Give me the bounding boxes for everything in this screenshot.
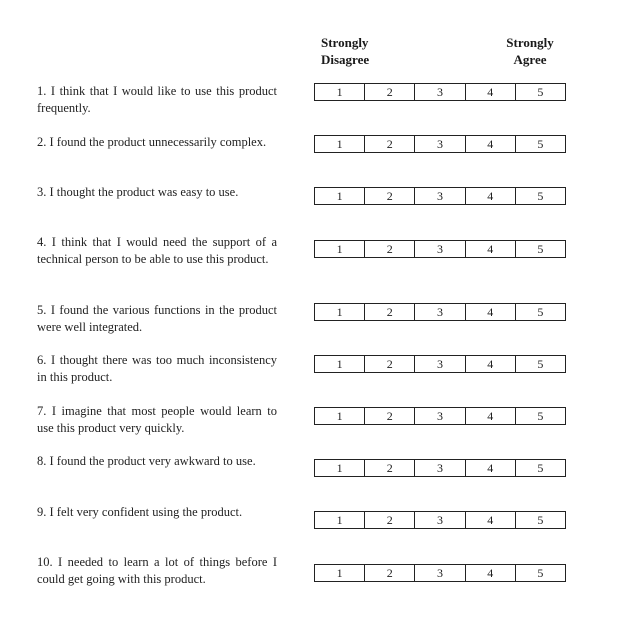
q8-option-2[interactable]: 2 — [364, 460, 414, 476]
q8-option-5[interactable]: 5 — [515, 460, 565, 476]
q5-option-1[interactable]: 1 — [336, 305, 343, 319]
question-6-text: 6. I thought there was too much inconsistency in this product. — [37, 353, 277, 384]
question-7-scale — [314, 407, 566, 425]
question-3-scale — [314, 187, 566, 205]
q3-option-3[interactable]: 3 — [414, 188, 464, 204]
strongly-disagree-header — [321, 34, 391, 68]
header-left-line2: Disagree — [321, 52, 370, 67]
q4-option-5[interactable]: 5 — [515, 241, 565, 257]
header-right-line1: Strongly — [506, 35, 554, 50]
q1-option-4[interactable]: 4 — [465, 84, 515, 100]
q10-option-2[interactable]: 2 — [364, 565, 414, 581]
question-2-text: 2. I found the product unnecessarily complex. — [37, 135, 267, 149]
q9-option-4[interactable]: 4 — [465, 512, 515, 528]
q4-option-1[interactable]: 1 — [336, 242, 343, 256]
q5-option-2[interactable]: 2 — [364, 304, 414, 320]
question-9-text: 9. I felt very confident using the product. — [37, 505, 243, 519]
q10-option-3[interactable]: 3 — [414, 565, 464, 581]
q2-option-5[interactable]: 5 — [515, 136, 565, 152]
header-left-line1: Strongly — [321, 35, 369, 50]
question-10-scale — [314, 564, 566, 582]
question-8-scale — [314, 459, 566, 477]
question-1-text: 1. I think that I would like to use this product frequently. — [37, 84, 277, 115]
q6-option-4[interactable]: 4 — [465, 356, 515, 372]
q5-option-4[interactable]: 4 — [465, 304, 515, 320]
q7-option-5[interactable]: 5 — [515, 408, 565, 424]
q9-option-5[interactable]: 5 — [515, 512, 565, 528]
q5-option-3[interactable]: 3 — [414, 304, 464, 320]
strongly-agree-header — [490, 34, 570, 68]
q2-option-1[interactable]: 1 — [336, 137, 343, 151]
q6-option-5[interactable]: 5 — [515, 356, 565, 372]
q2-option-2[interactable]: 2 — [364, 136, 414, 152]
question-4-scale — [314, 240, 566, 258]
question-9-scale — [314, 511, 566, 529]
q7-option-4[interactable]: 4 — [465, 408, 515, 424]
q8-option-1[interactable]: 1 — [336, 461, 343, 475]
q9-option-3[interactable]: 3 — [414, 512, 464, 528]
q1-option-1[interactable]: 1 — [336, 85, 343, 99]
q10-option-1[interactable]: 1 — [336, 566, 343, 580]
q9-option-1[interactable]: 1 — [336, 513, 343, 527]
q7-option-3[interactable]: 3 — [414, 408, 464, 424]
question-1-scale — [314, 83, 566, 101]
header-right-line2: Agree — [513, 52, 547, 67]
q3-option-2[interactable]: 2 — [364, 188, 414, 204]
q1-option-5[interactable]: 5 — [515, 84, 565, 100]
question-7-text: 7. I imagine that most people would learn to use this product very quickly. — [37, 404, 277, 435]
question-8-text: 8. I found the product very awkward to use. — [37, 454, 256, 468]
q1-option-2[interactable]: 2 — [364, 84, 414, 100]
question-5-text: 5. I found the various functions in the product were well integrated. — [37, 303, 277, 334]
q7-option-2[interactable]: 2 — [364, 408, 414, 424]
question-3-text: 3. I thought the product was easy to use. — [37, 185, 239, 199]
q3-option-5[interactable]: 5 — [515, 188, 565, 204]
q2-option-3[interactable]: 3 — [414, 136, 464, 152]
question-4-text: 4. I think that I would need the support of a technical person to be able to use this product. — [37, 235, 277, 266]
q5-option-5[interactable]: 5 — [515, 304, 565, 320]
question-6-scale — [314, 355, 566, 373]
q10-option-4[interactable]: 4 — [465, 565, 515, 581]
q10-option-5[interactable]: 5 — [515, 565, 565, 581]
question-5-scale — [314, 303, 566, 321]
q6-option-2[interactable]: 2 — [364, 356, 414, 372]
q3-option-1[interactable]: 1 — [336, 189, 343, 203]
q4-option-2[interactable]: 2 — [364, 241, 414, 257]
q3-option-4[interactable]: 4 — [465, 188, 515, 204]
q8-option-4[interactable]: 4 — [465, 460, 515, 476]
q2-option-4[interactable]: 4 — [465, 136, 515, 152]
q1-option-3[interactable]: 3 — [414, 84, 464, 100]
q9-option-2[interactable]: 2 — [364, 512, 414, 528]
q8-option-3[interactable]: 3 — [414, 460, 464, 476]
question-10-text: 10. I needed to learn a lot of things before I could get going with this product. — [37, 555, 277, 586]
q4-option-3[interactable]: 3 — [414, 241, 464, 257]
q7-option-1[interactable]: 1 — [336, 409, 343, 423]
q6-option-1[interactable]: 1 — [336, 357, 343, 371]
question-2-scale — [314, 135, 566, 153]
q6-option-3[interactable]: 3 — [414, 356, 464, 372]
q4-option-4[interactable]: 4 — [465, 241, 515, 257]
